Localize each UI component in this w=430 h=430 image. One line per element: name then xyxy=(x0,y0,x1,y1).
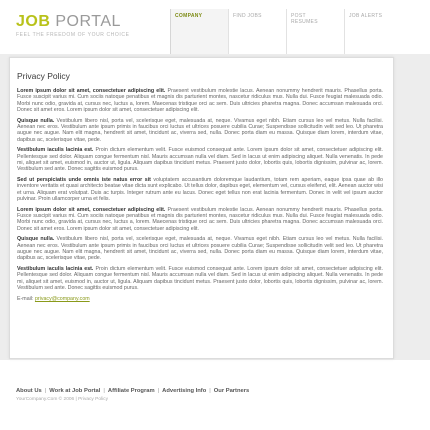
logo-tagline: FEEL THE FREEDOM OF YOUR CHOICE xyxy=(16,32,130,38)
footer-copyright: YourCompany.Com © 2006 | Privacy Policy xyxy=(16,397,108,402)
site-header xyxy=(0,0,430,54)
paragraph-body: Vestibulum libero nisl, porta vel, scelerisque eget, malesuada at, neque. Vivamus eget nibh. Etiam cursus leo vel metus. Nulla facilisi. Aenean nec eros. Vestibulum ante ipsum primis in faucibus orci luctus et ultrices posuere cubilia Curae; Suspendisse sollicitudin velit sed leo. Ut pharetra augue nec augue. Nam elit magna, hendrerit sit amet, tincidunt ac, viverra sed, nulla. Donec porta diam eu massa. Quisque diam lorem, interdum vitae, dapibus ac, scelerisque vitae, pede. xyxy=(17,236,383,262)
nav-item-post-resumes[interactable] xyxy=(286,9,344,54)
nav-item-company[interactable]: COMPANY xyxy=(170,9,228,54)
policy-paragraph xyxy=(17,236,383,261)
policy-paragraph xyxy=(17,88,383,113)
paragraph-lead: Vestibulum iaculis lacinia est. xyxy=(17,266,94,273)
footer-separator: | xyxy=(103,388,105,394)
email-link[interactable]: privacy@company.com xyxy=(34,296,90,303)
paragraph-body: Praesent vestibulum molestie lacus. Aenean nonummy hendrerit mauris. Phasellus porta. Fusce suscipit varius mi. Cum sociis natoque penatibus et magnis dis parturient montes, nascetur ridiculus mus. Nulla dui. Fusce feugiat malesuada odio. Morbi nunc odio, gravida at, cursus nec, luctus a, lorem. Maecenas tristique orci ac sem. Duis ultricies pharetra magna. Donec accumsan malesuada orci. Donec sit amet eros. Lorem ipsum dolor sit amet, consectetuer adipiscing elit. xyxy=(17,206,384,232)
paragraph-body: Proin dictum elementum velit. Fusce euismod consequat ante. Lorem ipsum dolor sit amet, consectetuer adipiscing elit. Pellentesque sed dolor. Aliquam congue fermentum nisl. Mauris accumsan nulla vel diam. Sed in lacus ut enim adipiscing aliquet. Nulla venenatis. In pede mi, aliquet sit amet, euismod in, auctor ut, ligula. Aliquam dapibus tincidunt metus. Praesent justo dolor, lobortis quis, lobortis dignissim, pulvinar ac, lorem. Vestibulum sed ante. Donec sagittis euismod purus. xyxy=(17,147,384,173)
paragraph-lead: Lorem ipsum dolor sit amet, consectetuer adipiscing elit. xyxy=(17,206,166,213)
footer-separator: | xyxy=(157,388,160,394)
paragraph-lead: Quisque nulla. xyxy=(17,236,55,243)
logo-job: JOB xyxy=(16,13,51,30)
nav-item-find-jobs[interactable]: FIND JOBS xyxy=(228,9,286,54)
contact-email xyxy=(17,296,383,302)
footer-link-our-partners[interactable]: Our Partners xyxy=(213,388,250,394)
policy-paragraph xyxy=(17,177,383,202)
footer-links xyxy=(16,388,416,394)
logo-wordmark xyxy=(16,14,130,30)
content-panel xyxy=(9,57,394,359)
footer-separator: | xyxy=(209,388,211,394)
footer-separator: | xyxy=(44,388,47,394)
page-title: Privacy Policy xyxy=(17,71,70,81)
paragraph-body: Praesent vestibulum molestie lacus. Aenean nonummy hendrerit mauris. Phasellus porta. Fusce suscipit varius mi. Cum sociis natoque penatibus et magnis dis parturient montes, nascetur ridiculus mus. Nulla dui. Fusce feugiat malesuada odio. Morbi nunc odio, gravida at, cursus nec, luctus a, lorem. Maecenas tristique orci ac sem. Duis ultricies pharetra magna. Donec accumsan malesuada orci. Donec sit amet eros. Lorem ipsum dolor sit amet, consectetuer adipiscing elit. xyxy=(17,88,384,113)
policy-paragraph xyxy=(17,207,383,232)
paragraph-body: Proin dictum elementum velit. Fusce euismod consequat ante. Lorem ipsum dolor sit amet, consectetuer adipiscing elit. Pellentesque sed dolor. Aliquam congue fermentum nisl. Mauris accumsan nulla vel diam. Sed in lacus ut enim adipiscing aliquet. Nulla venenatis. In pede mi, aliquet sit amet, euismod in, auctor ut, ligula. Aliquam dapibus tincidunt metus. Praesent justo dolor, lobortis quis, lobortis dignissim, pulvinar ac, lorem. Vestibulum sed ante. Donec sagittis euismod purus. xyxy=(17,266,384,292)
footer-link-advertising-info[interactable]: Advertising Info xyxy=(162,388,207,394)
paragraph-lead: Vestibulum iaculis lacinia est. xyxy=(17,147,94,154)
policy-paragraph xyxy=(17,147,383,172)
nav-item-job-alerts[interactable]: JOB ALERTS xyxy=(344,9,430,54)
paragraph-lead: Lorem ipsum dolor sit amet, consectetuer adipiscing elit. xyxy=(17,88,166,94)
footer-link-work-at-job-portal[interactable]: Work at Job Portal xyxy=(49,388,101,394)
logo-portal: PORTAL xyxy=(50,13,121,30)
email-label: E-mail: xyxy=(17,296,35,303)
paragraph-lead: Sed ut perspiciatis unde omnis iste natus error sit xyxy=(17,177,151,184)
policy-paragraph xyxy=(17,118,383,143)
site-footer xyxy=(16,388,416,402)
nav-item-post-resumes-label: POST RESUMES xyxy=(291,13,318,25)
footer-link-about-us[interactable]: About Us xyxy=(16,388,42,394)
paragraph-lead: Quisque nulla. xyxy=(17,117,55,124)
site-logo[interactable] xyxy=(16,14,130,38)
main-nav xyxy=(170,9,430,54)
paragraph-body: voluptatem accusantium doloremque laudantium, totam rem aperiam, eaque ipsa quae ab illo inventore veritatis et quasi architecto beatae vitae dicta sunt explicabo. Ut tellus dolor, dapibus eget, elementum vel, cursus eleifend, elit. Aenean auctor wisi et urna. Aliquam erat volutpat. Duis ac turpis. Integer rutrum ante eu lacus. Donec eget tellus non erat lacinia fermentum. Donec in velit vel ipsum auctor pulvinar. Proin ullamcorper urna et felis. xyxy=(17,177,383,202)
policy-paragraph xyxy=(17,266,383,291)
paragraph-body: Vestibulum libero nisl, porta vel, scelerisque eget, malesuada at, neque. Vivamus eget nibh. Etiam cursus leo vel metus. Nulla facilisi. Aenean nec eros. Vestibulum ante ipsum primis in faucibus orci luctus et ultrices posuere cubilia Curae; Suspendisse sollicitudin velit sed leo. Ut pharetra augue nec augue. Nam elit magna, hendrerit sit amet, tincidunt ac, viverra sed, nulla. Donec porta diam eu massa. Quisque diam lorem, interdum vitae, dapibus ac, scelerisque vitae, pede. xyxy=(17,117,383,143)
policy-text xyxy=(17,88,383,303)
footer-link-affiliate-program[interactable]: Affiliate Program xyxy=(107,388,155,394)
